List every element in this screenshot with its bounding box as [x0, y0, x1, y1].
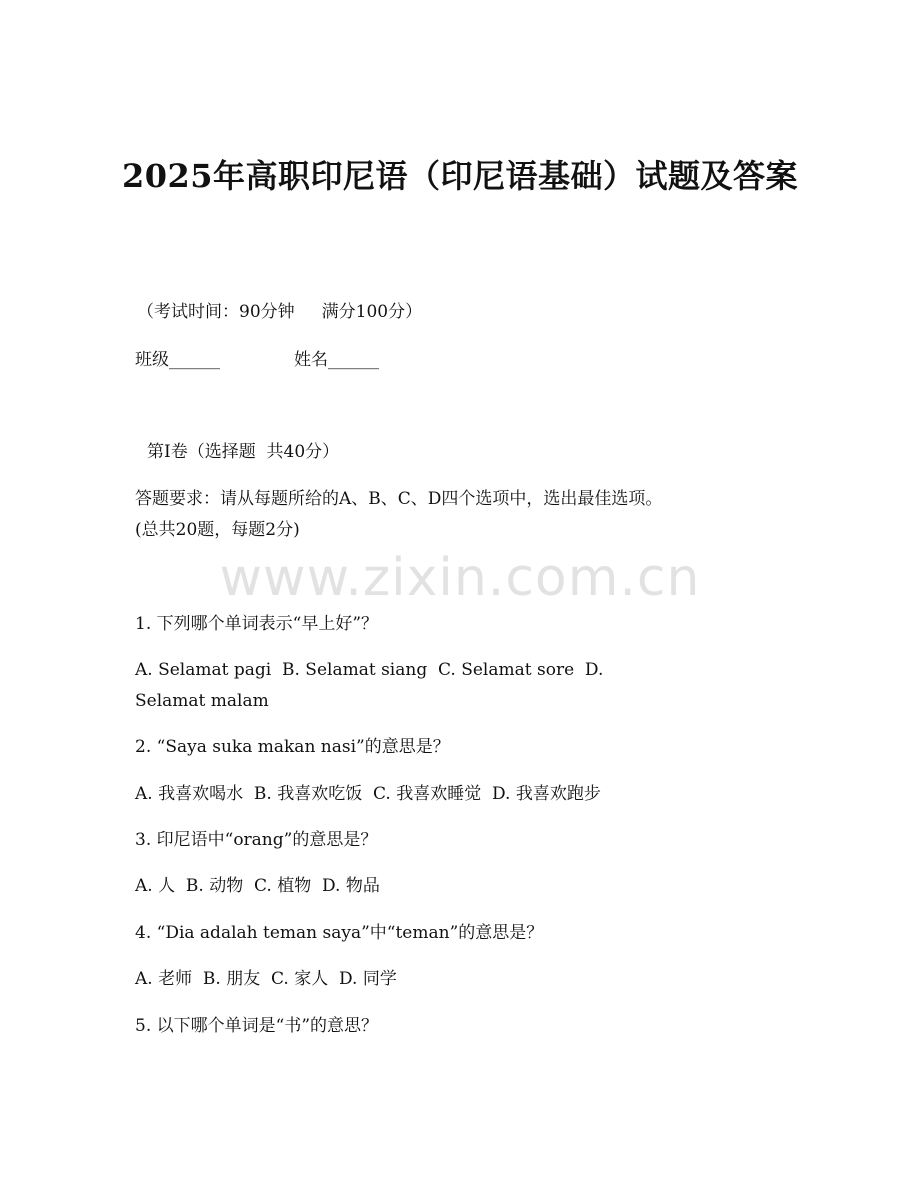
name-field: 姓名______ [294, 350, 379, 370]
question-4-options: A. 老师 B. 朋友 C. 家人 D. 同学 [135, 969, 397, 989]
question-4: 4. “Dia adalah teman saya”中“teman”的意思是？ [135, 923, 544, 943]
class-field: 班级______ [135, 350, 220, 370]
question-1-options-line-1: A. Selamat pagi B. Selamat siang C. Selamat sore D. [135, 660, 604, 680]
instructions-line-2: (总共20题，每题2分) [135, 520, 300, 540]
section-title: 第Ⅰ卷（选择题 共40分） [147, 442, 340, 462]
question-5: 5. 以下哪个单词是“书”的意思？ [135, 1016, 379, 1036]
question-1-options-line-2: Selamat malam [135, 691, 269, 711]
watermark: www.zixin.com.cn [219, 548, 701, 608]
question-3-options: A. 人 B. 动物 C. 植物 D. 物品 [135, 876, 380, 896]
instructions-line-1: 答题要求：请从每题所给的A、B、C、D四个选项中，选出最佳选项。 [135, 489, 663, 509]
exam-info: （考试时间：90分钟 满分100分） [137, 302, 423, 322]
question-3: 3. 印尼语中“orang”的意思是？ [135, 830, 378, 850]
question-2-options: A. 我喜欢喝水 B. 我喜欢吃饭 C. 我喜欢睡觉 D. 我喜欢跑步 [135, 784, 601, 804]
document-title: 2025年高职印尼语（印尼语基础）试题及答案 [121, 157, 799, 195]
question-1: 1. 下列哪个单词表示“早上好”？ [135, 614, 379, 634]
question-2: 2. “Saya suka makan nasi”的意思是？ [135, 737, 450, 757]
